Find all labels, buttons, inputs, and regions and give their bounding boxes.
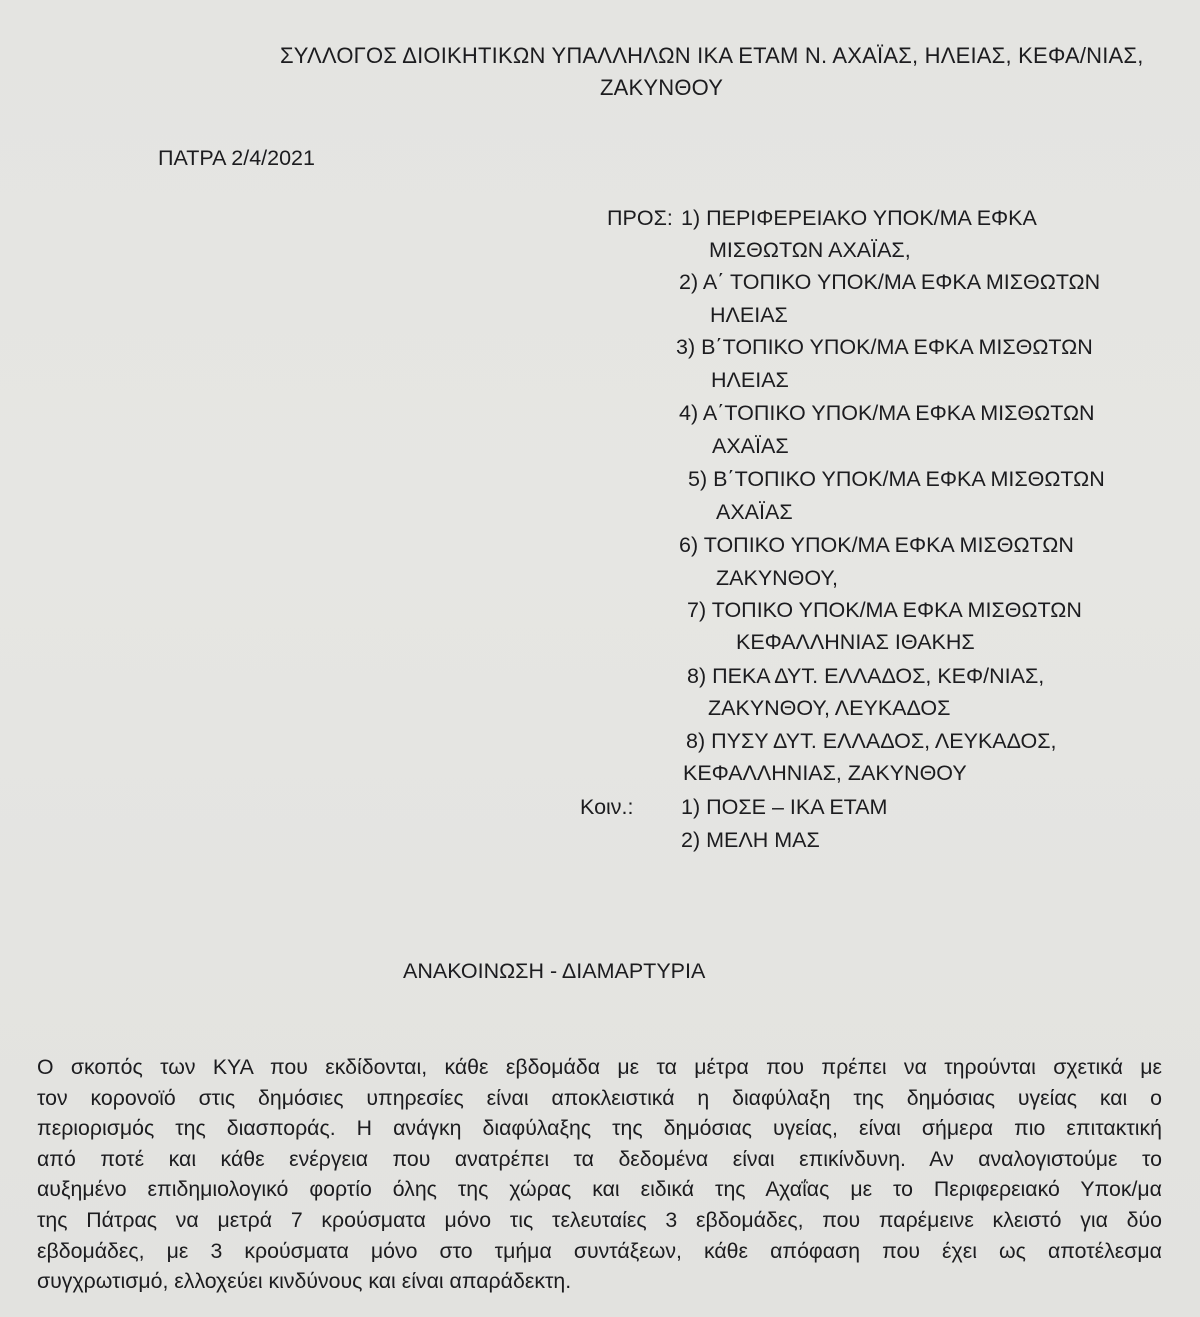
recipient-6-line-1: 6) ΤΟΠΙΚΟ ΥΠΟΚ/ΜΑ ΕΦΚΑ ΜΙΣΘΩΤΩΝ xyxy=(679,533,1074,557)
body-line: εβδομάδες, με 3 κρούσματα μόνο στο τμήμα συντάξεων, κάθε απόφαση που έχει ως αποτέλεσμα xyxy=(37,1238,1162,1263)
recipient-4-line-2: ΑΧΑΪΑΣ xyxy=(712,434,789,458)
recipient-5-line-2: ΑΧΑΪΑΣ xyxy=(716,500,793,524)
body-paragraph xyxy=(37,1052,1162,1297)
recipient-7-line-2: ΚΕΦΑΛΛΗΝΙΑΣ ΙΘΑΚΗΣ xyxy=(736,630,975,654)
recipient-4-line-1: 4) Α΄ΤΟΠΙΚΟ ΥΠΟΚ/ΜΑ ΕΦΚΑ ΜΙΣΘΩΤΩΝ xyxy=(679,401,1095,425)
recipient-8-line-1: 8) ΠΕΚΑ ΔΥΤ. ΕΛΛΑΔΟΣ, ΚΕΦ/ΝΙΑΣ, xyxy=(687,664,1045,688)
recipient-1-line-1: 1) ΠΕΡΙΦΕΡΕΙΑΚΟ ΥΠΟΚ/ΜΑ ΕΦΚΑ xyxy=(681,206,1037,230)
cc-item-1: 1) ΠΟΣΕ – ΙΚΑ ΕΤΑΜ xyxy=(681,795,888,819)
recipient-3-line-1: 3) Β΄ΤΟΠΙΚΟ ΥΠΟΚ/ΜΑ ΕΦΚΑ ΜΙΣΘΩΤΩΝ xyxy=(676,335,1093,359)
recipient-6-line-2: ΖΑΚΥΝΘΟΥ, xyxy=(716,566,838,590)
recipient-2-line-2: ΗΛΕΙΑΣ xyxy=(710,303,788,327)
cc-label: Κοιν.: xyxy=(580,795,634,819)
body-line: τον κορονοϊό στις δημόσιες υπηρεσίες είναι αποκλειστικά η διαφύλαξη της δημόσιας υγείας και ο xyxy=(37,1085,1162,1110)
recipient-2-line-1: 2) Α΄ ΤΟΠΙΚΟ ΥΠΟΚ/ΜΑ ΕΦΚΑ ΜΙΣΘΩΤΩΝ xyxy=(679,270,1101,294)
cc-item-2: 2) ΜΕΛΗ ΜΑΣ xyxy=(681,828,820,852)
body-line: συγχρωτισμό, ελλοχεύει κινδύνους και είναι απαράδεκτη. xyxy=(37,1269,572,1294)
recipient-9-line-1: 8) ΠΥΣΥ ΔΥΤ. ΕΛΛΑΔΟΣ, ΛΕΥΚΑΔΟΣ, xyxy=(686,729,1057,753)
recipient-7-line-1: 7) ΤΟΠΙΚΟ ΥΠΟΚ/ΜΑ ΕΦΚΑ ΜΙΣΘΩΤΩΝ xyxy=(687,598,1082,622)
association-name-line-1: ΣΥΛΛΟΓΟΣ ΔΙΟΙΚΗΤΙΚΩΝ ΥΠΑΛΛΗΛΩΝ ΙΚΑ ΕΤΑΜ Ν. ΑΧΑΪΑΣ, ΗΛΕΙΑΣ, ΚΕΦΑ/ΝΙΑΣ, xyxy=(280,43,1144,68)
recipient-5-line-1: 5) Β΄ΤΟΠΙΚΟ ΥΠΟΚ/ΜΑ ΕΦΚΑ ΜΙΣΘΩΤΩΝ xyxy=(688,467,1105,491)
recipient-8-line-2: ΖΑΚΥΝΘΟΥ, ΛΕΥΚΑΔΟΣ xyxy=(708,696,951,720)
recipients-label: ΠΡΟΣ: xyxy=(607,206,673,230)
body-line: αυξημένο επιδημιολογικό φορτίο όλης της χώρας και ειδικά της Αχαΐας με το Περιφερειακό Υποκ/μα xyxy=(37,1177,1162,1202)
recipient-3-line-2: ΗΛΕΙΑΣ xyxy=(711,368,789,392)
body-line: της Πάτρας να μετρά 7 κρούσματα μόνο τις τελευταίες 3 εβδομάδες, που παρέμεινε κλειστό για δύο xyxy=(37,1207,1162,1232)
body-line: Ο σκοπός των ΚΥΑ που εκδίδονται, κάθε εβδομάδα με τα μέτρα που πρέπει να τηρούνται σχετικά με xyxy=(37,1055,1162,1079)
document-title: ΑΝΑΚΟΙΝΩΣΗ - ΔΙΑΜΑΡΤΥΡΙΑ xyxy=(403,959,706,983)
body-line: από ποτέ και κάθε ενέργεια που ανατρέπει τα δεδομένα είναι επικίνδυνη. Αν αναλογιστούμε το xyxy=(37,1146,1162,1171)
association-name-line-2: ΖΑΚΥΝΘΟΥ xyxy=(600,75,724,100)
body-line: περιορισμός της διασποράς. Η ανάγκη διαφύλαξης της δημόσιας υγείας, είναι σήμερα πιο επιτακτική xyxy=(37,1116,1162,1141)
recipient-1-line-2: ΜΙΣΘΩΤΩΝ ΑΧΑΪΑΣ, xyxy=(709,238,911,262)
recipient-9-line-2: ΚΕΦΑΛΛΗΝΙΑΣ, ΖΑΚΥΝΘΟΥ xyxy=(683,761,967,785)
place-date: ΠΑΤΡΑ 2/4/2021 xyxy=(158,146,315,170)
